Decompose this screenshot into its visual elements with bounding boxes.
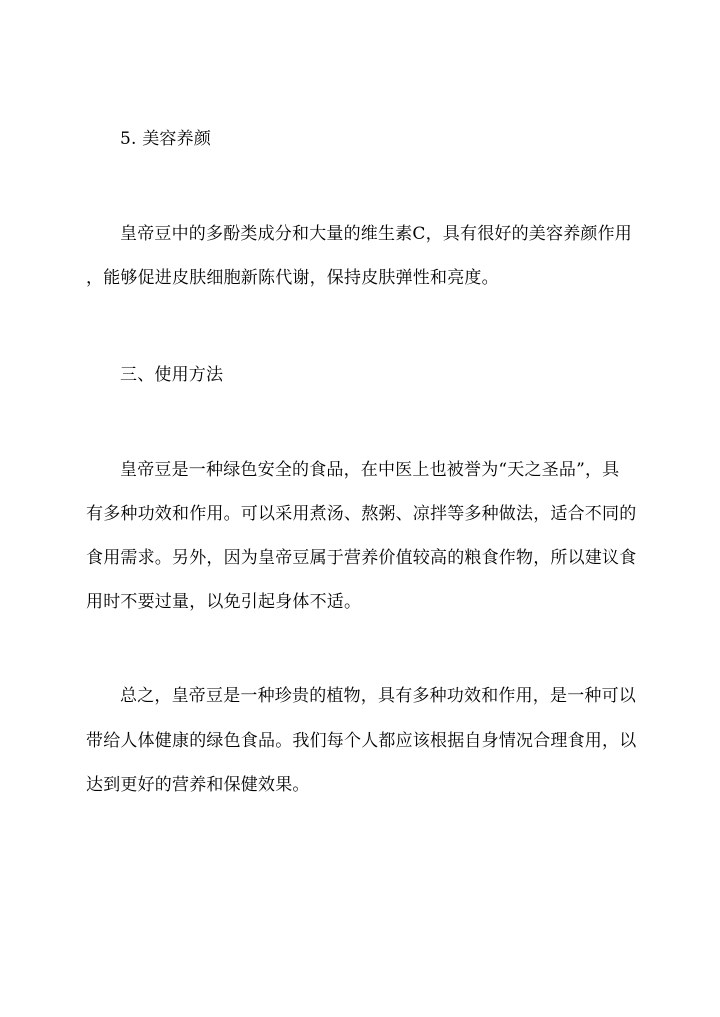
paragraph-line: 总之，皇帝豆是一种珍贵的植物，具有多种功效和作用，是一种可以	[120, 686, 636, 706]
paragraph-line: 达到更好的营养和保健效果。	[86, 775, 310, 795]
paragraph-line: 食用需求。另外，因为皇帝豆属于营养价值较高的粮食作物，所以建议食	[86, 548, 637, 568]
paragraph-line: 有多种功效和作用。可以采用煮汤、熬粥、凉拌等多种做法，适合不同的	[86, 504, 637, 524]
paragraph-line: 带给人体健康的绿色食品。我们每个人都应该根据自身情况合理食用，以	[86, 731, 637, 751]
section-heading-usage: 三、使用方法	[120, 365, 224, 385]
paragraph-line: ，能够促进皮肤细胞新陈代谢，保持皮肤弹性和亮度。	[86, 268, 499, 288]
paragraph-line: 皇帝豆中的多酚类成分和大量的维生素C，具有很好的美容养颜作用	[120, 224, 633, 244]
section-heading-beauty: 5. 美容养颜	[120, 129, 212, 149]
paragraph-line: 皇帝豆是一种绿色安全的食品，在中医上也被誉为“天之圣品”，具	[120, 460, 620, 480]
paragraph-line: 用时不要过量，以免引起身体不适。	[86, 592, 362, 612]
